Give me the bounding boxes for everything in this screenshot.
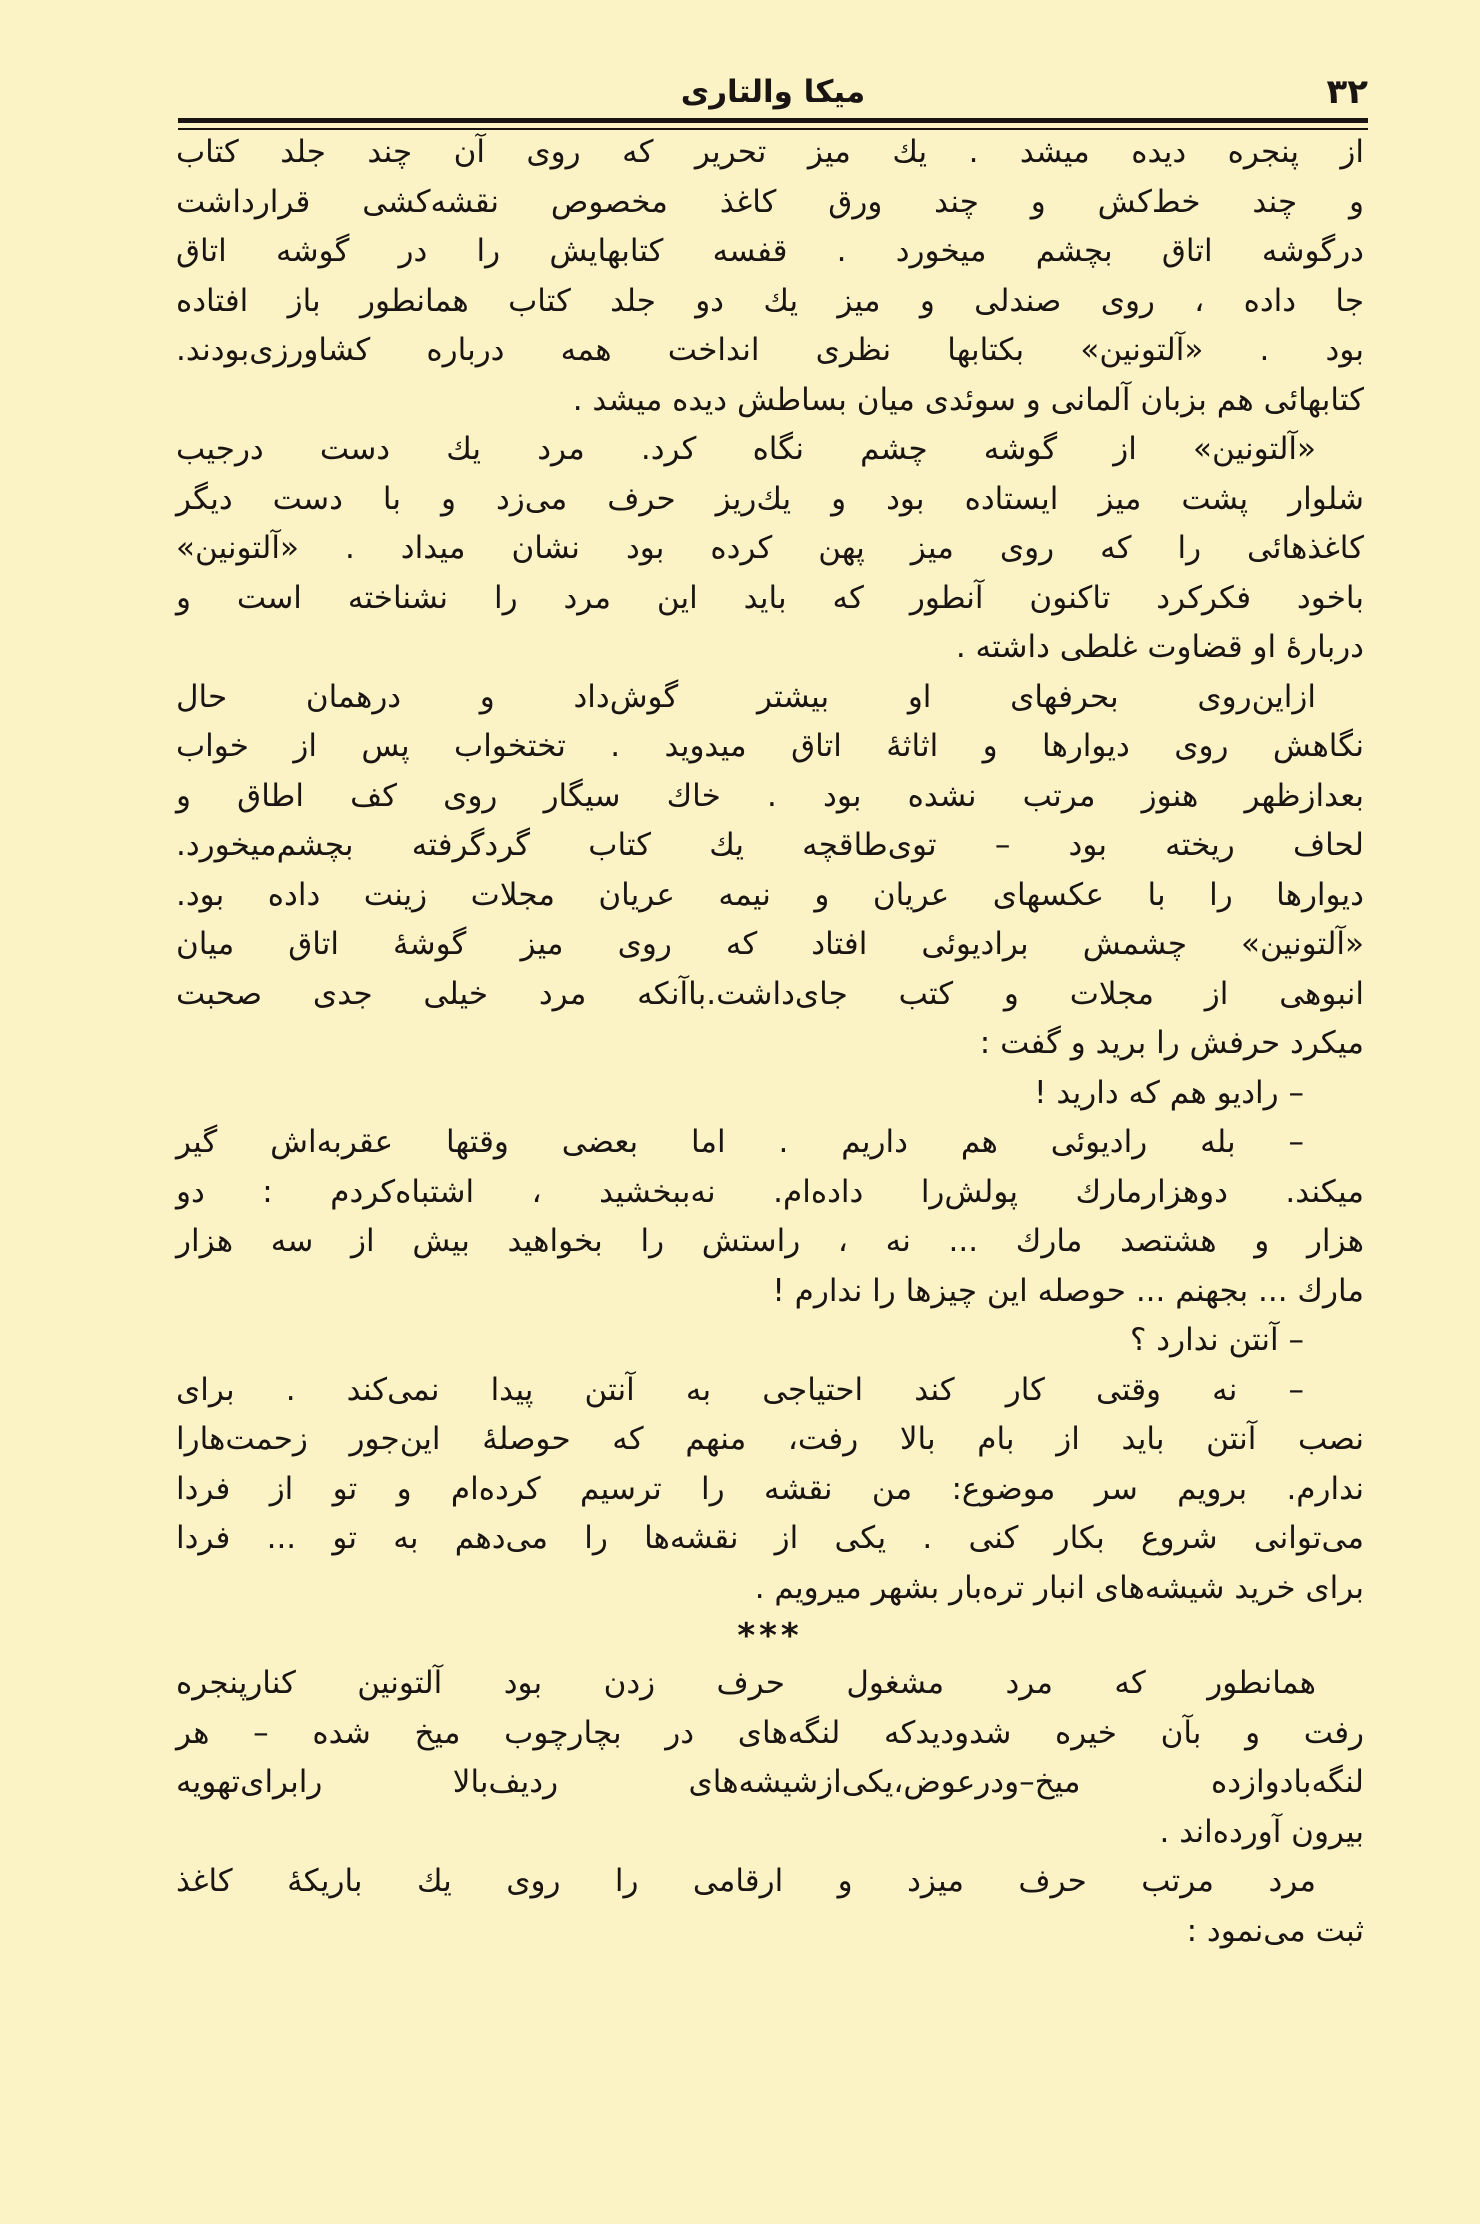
text-line: باخود فکرکرد تاکنون آنطور که باید این مرد را نشناخته است و [176,579,1364,616]
section-separator: *** [737,1616,803,1656]
text-line: بیرون آورده‌اند . [1159,1813,1364,1850]
text-line: درگوشه اتاق بچشم میخورد . قفسه کتابهایش را در گوشه اتاق [176,233,1364,269]
text-line: شلوار پشت میز ایستاده بود و یك‌ریز حرف می‌زد و با دست دیگر [176,480,1364,517]
paragraph [176,673,1364,1069]
text-line: «آلتونین» از گوشه چشم نگاه کرد. مرد یك دست درجیب [176,431,1316,467]
dialogue-line [176,1069,1364,1119]
text-line: بعدازظهر هنوز مرتب نشده بود . خاك سیگار روی کف اطاق و [176,777,1364,814]
text-line: از پنجره دیده میشد . یك میز تحریر که روی آن چند جلد کتاب [176,134,1364,170]
text-line: – رادیو هم که دارید ! [1034,1074,1304,1111]
paragraph [176,425,1364,673]
text-line: ازاین‌روی بحرفهای او بیشتر گوش‌داد و درهمان حال [176,678,1316,715]
header-rule-thick [178,118,1368,123]
text-line: – نه وقتی کار کند احتیاجی به آنتن پیدا نمی‌کند . برای [176,1371,1304,1408]
text-line: میکرد حرفش را برید و گفت : [979,1025,1364,1061]
text-line: دربارهٔ او قضاوت غلطی داشته . [955,629,1364,665]
text-line: رفت و بآن خیره شدودیدکه لنگه‌های در بچارچوب میخ شده – هر [176,1714,1364,1751]
text-line: مرد مرتب حرف میزد و ارقامی را روی یك باریکهٔ کاغذ [176,1863,1316,1899]
dialogue-line [176,1118,1364,1316]
text-line: مارك ... بجهنم ... حوصله این چیزها را ندارم ! [772,1272,1364,1309]
text-line: – بله رادیوئی هم داریم . اما بعضی وقتها عقربه‌اش گیر [176,1124,1304,1160]
text-line: هزار و هشتصد مارك ... نه ، راستش را بخواهید بیش از سه هزار [176,1223,1364,1259]
paragraph [176,1659,1364,1857]
text-line: کتابهائی هم بزبان آلمانی و سوئدی میان بساطش دیده میشد . [572,381,1364,418]
text-line: می‌توانی شروع بکار کنی . یکی از نقشه‌ها را می‌دهم به تو ... فردا [176,1520,1364,1556]
paragraph [176,128,1364,425]
text-line: و چند خط‌کش و چند ورق کاغذ مخصوص نقشه‌کشی قرارداشت [176,183,1364,220]
text-line: همانطور که مرد مشغول حرف زدن بود آلتونین کنارپنجره [176,1665,1316,1701]
page-number: ۳۲ [1326,72,1368,112]
text-line: نگاهش روی دیوارها و اثاثهٔ اتاق میدوید . تختخواب پس از خواب [176,728,1364,764]
text-line: لحاف ریخته بود – توی‌طاقچه یك کتاب گردگرفته بچشم‌میخورد. [176,827,1364,863]
text-line: ثبت می‌نمود : [1186,1912,1364,1949]
running-title: میکا والتاری [680,74,866,110]
text-line: «آلتونین» چشمش برادیوئی افتاد که روی میز گوشهٔ اتاق میان [176,926,1364,962]
dialogue-line [176,1366,1364,1614]
text-line: – آنتن ندارد ؟ [1130,1322,1304,1358]
text-line: کاغذهائی را که روی میز پهن کرده بود نشان میداد . «آلتونین» [176,530,1364,566]
text-line: بود . «آلتونین» بکتابها نظری انداخت همه درباره کشاورزی‌بودند. [176,332,1364,368]
text-line: نصب آنتن باید از بام بالا رفت، منهم که حوصلهٔ این‌جور زحمت‌هارا [176,1421,1364,1457]
text-line: ندارم. برویم سر موضوع: من نقشه را ترسیم کرده‌ام و تو از فردا [176,1470,1364,1507]
paragraph [176,1857,1364,1956]
dialogue-line [176,1316,1364,1366]
text-line: میکند. دوهزارمارك پولش‌را داده‌ام. نه‌ببخشید ، اشتباه‌کردم : دو [176,1173,1364,1210]
body-text [176,128,1364,1956]
text-line: جا داده ، روی صندلی و میز یك دو جلد کتاب همانطور باز افتاده [176,282,1364,319]
text-line: انبوهی از مجلات و کتب جای‌داشت.باآنکه مرد خیلی جدی صحبت [176,975,1364,1012]
text-line: برای خرید شیشه‌های انبار تره‌بار بشهر میرویم . [754,1569,1364,1606]
page-header [178,58,1368,118]
text-line: دیوارها را با عکسهای عریان و نیمه عریان مجلات زینت داده بود. [176,876,1364,913]
text-line: لنگه‌بادوازده میخ–ودرعوض،یکی‌ازشیشه‌های ردیف‌بالا رابرای‌تهویه [176,1764,1364,1800]
